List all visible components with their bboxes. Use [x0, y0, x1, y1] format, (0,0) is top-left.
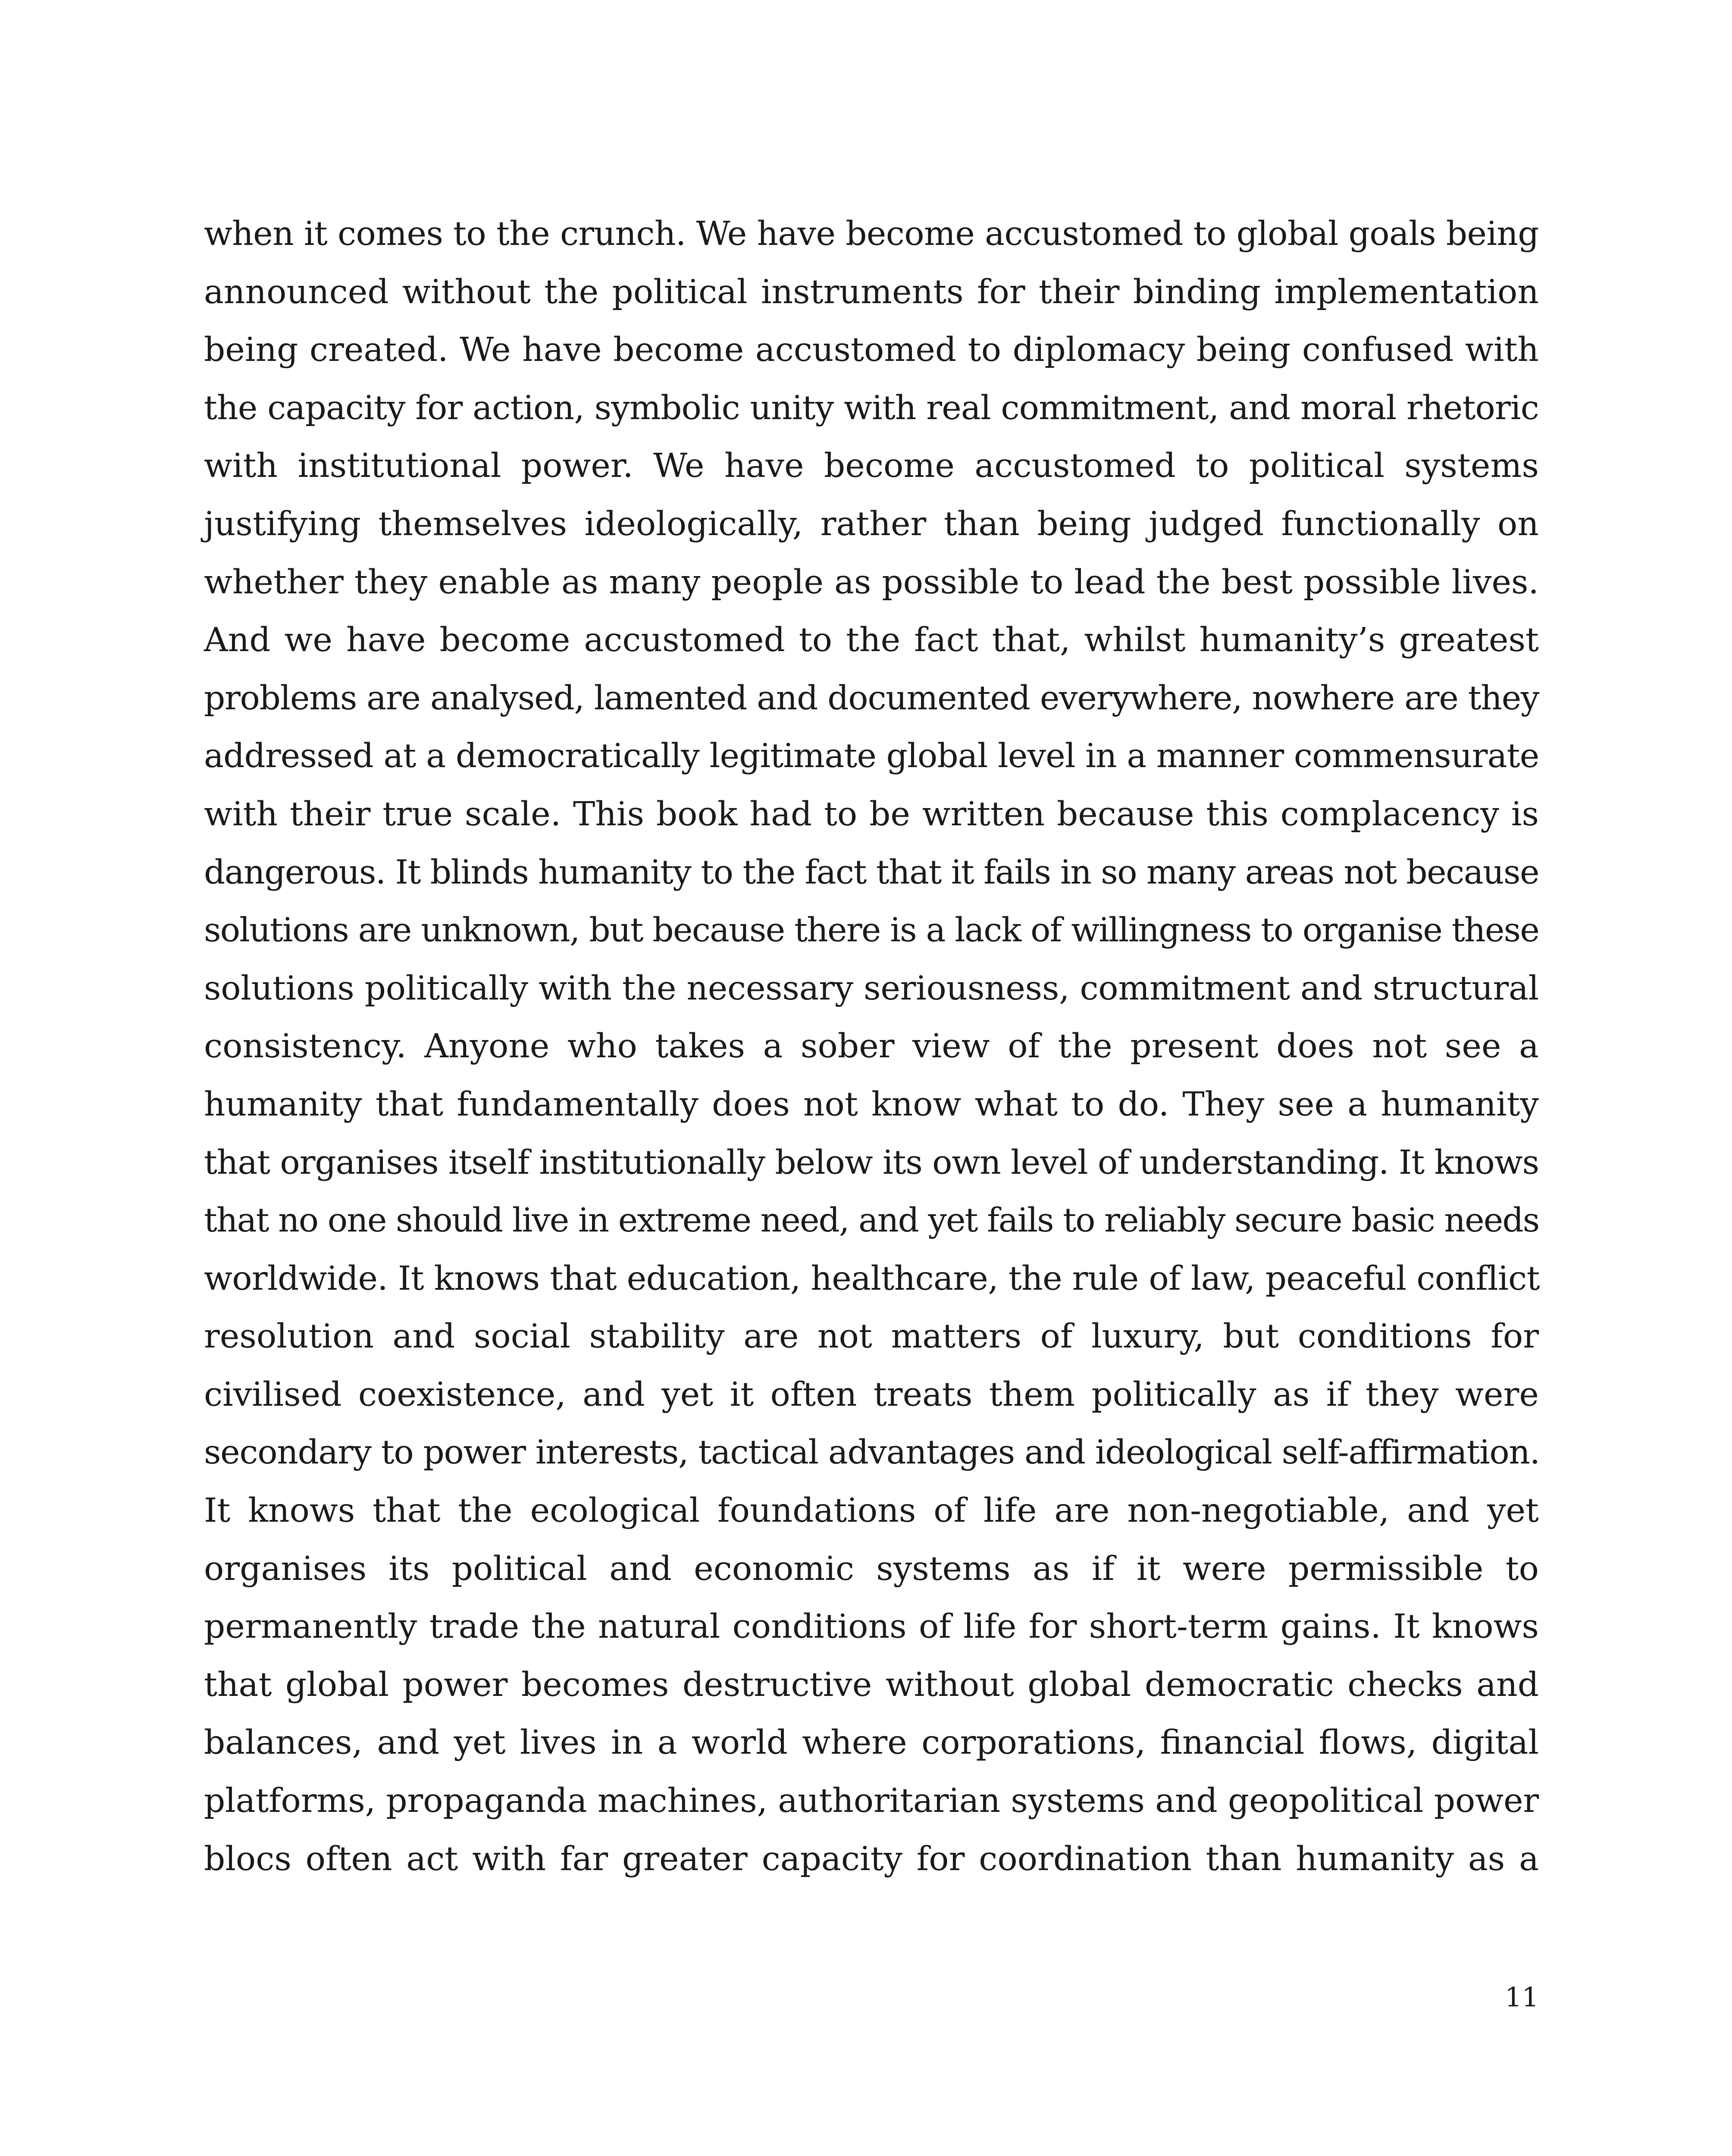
text-line: dangerous. It blinds humanity to the fact that it fails in so many areas not because [204, 853, 1539, 892]
text-line: that organises itself institutionally below its own level of understanding. It knows [204, 1143, 1539, 1182]
text-line: solutions are unknown, but because there is a lack of willingness to organise these [204, 911, 1539, 950]
text-line: worldwide. It knows that education, healthcare, the rule of law, peaceful conflict [204, 1259, 1540, 1298]
text-line: organises its political and economic systems as if it were permissible to [204, 1549, 1539, 1588]
text-line: with their true scale. This book had to be written because this complacency is [204, 795, 1539, 834]
text-line: consistency. Anyone who takes a sober view of the present does not see a [204, 1027, 1539, 1066]
text-line: blocs often act with far greater capacity for coordination than humanity as a [204, 1839, 1539, 1878]
text-line: It knows that the ecological foundations of life are non-negotiable, and yet [204, 1492, 1539, 1530]
page-number: 11 [1505, 1981, 1539, 2013]
text-line: And we have become accustomed to the fact that, whilst humanity’s greatest [204, 621, 1539, 660]
text-line: problems are analysed, lamented and documented everywhere, nowhere are they [204, 679, 1539, 718]
text-line: addressed at a democratically legitimate global level in a manner commensurate [204, 737, 1539, 776]
text-line: the capacity for action, symbolic unity with real commitment, and moral rhetoric [204, 389, 1539, 427]
text-line: with institutional power. We have become accustomed to political systems [204, 447, 1539, 486]
text-line: announced without the political instruments for their binding implementation [204, 273, 1539, 311]
text-line: justifying themselves ideologically, rather than being judged functionally on [204, 505, 1539, 543]
text-line: permanently trade the natural conditions of life for short-term gains. It knows [204, 1608, 1539, 1646]
text-line: balances, and yet lives in a world where corporations, financial flows, digital [204, 1724, 1539, 1762]
text-line: humanity that fundamentally does not know what to do. They see a humanity [204, 1085, 1539, 1124]
text-line: resolution and social stability are not matters of luxury, but conditions for [204, 1317, 1539, 1356]
text-line: being created. We have become accustomed to diplomacy being confused with [204, 331, 1539, 370]
text-line: solutions politically with the necessary seriousness, commitment and structural [204, 969, 1539, 1008]
text-line: when it comes to the crunch. We have become accustomed to global goals being [204, 215, 1539, 253]
text-line: platforms, propaganda machines, authoritarian systems and geopolitical power [204, 1782, 1539, 1821]
text-line: that no one should live in extreme need, and yet fails to reliably secure basic needs [204, 1201, 1539, 1240]
text-line: whether they enable as many people as possible to lead the best possible lives. [204, 563, 1539, 602]
text-line: that global power becomes destructive without global democratic checks and [204, 1665, 1539, 1704]
body-paragraph [204, 205, 1539, 1888]
text-line: secondary to power interests, tactical advantages and ideological self-affirmation. [204, 1433, 1540, 1472]
text-line: civilised coexistence, and yet it often treats them politically as if they were [204, 1375, 1539, 1414]
